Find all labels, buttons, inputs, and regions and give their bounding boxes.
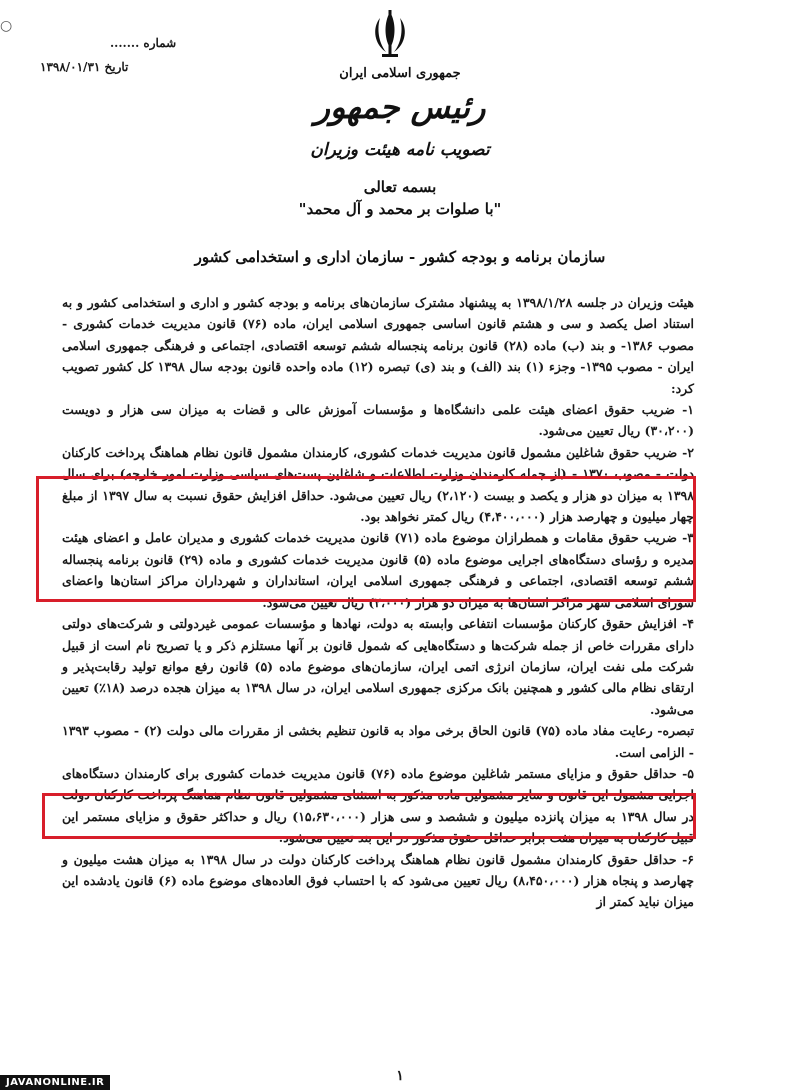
decree-body	[62, 292, 694, 913]
margin-mark: ○	[0, 18, 13, 34]
iran-emblem-icon	[362, 8, 418, 60]
bismillah: بسمه تعالی	[363, 178, 437, 196]
clause-4: ۴- افزایش حقوق کارکنان مؤسسات انتفاعی وابسته به دولت، نهادها و مؤسسات عمومی غیردولتی و شرکت‌های دولتی دارای مقررات خاص از جمله شرکت‌ها و دستگاه‌هایی که شمول قانون بر آنها مستلزم ذکر و یا تصریح نام است از قبیل شرکت ملی نفت ایران، سازمان انرژی اتمی ایران، سازمان‌های موضوع ماده (۵) قانون رفع موانع تولید رقابت‌پذیر و ارتقای نظام مالی کشور و همچنین بانک مرکزی جمهوری اسلامی ایران، در سال ۱۳۹۸ به میزان هجده درصد (۱۸٪) تعیین می‌شود.	[62, 616, 694, 717]
presidency-title: رئیس جمهور	[314, 88, 486, 126]
approval-title: تصویب نامه هیئت وزیران	[310, 140, 490, 160]
letter-number: شماره .......	[110, 36, 177, 50]
salawat: "با صلوات بر محمد و آل محمد"	[298, 200, 502, 218]
clause-4-note: تبصره- رعایت مفاد ماده (۷۵) قانون الحاق برخی مواد به قانون تنظیم بخشی از مقررات مالی دولت (۲) - مصوب ۱۳۹۳ - الزامی است.	[62, 723, 695, 760]
date-label: تاریخ	[104, 60, 129, 74]
country-name: جمهوری اسلامی ایران	[339, 66, 461, 81]
number-label: شماره	[143, 36, 177, 50]
clause-2: ۲- ضریب حقوق شاغلین مشمول قانون مدیریت خدمات کشوری، کارمندان مشمول قانون نظام هماهنگ پرداخت کارکنان دولت - مصوب ۱۳۷۰ - (از جمله کارمندان وزارت اطلاعات و شاغلین پست‌های سیاسی وزارت امور خارجه) برای سال ۱۳۹۸ به میزان دو هزار و یکصد و بیست (۲،۱۲۰) ریال تعیین می‌شود. حداقل افزایش حقوق نسبت به سال ۱۳۹۷ از مبلغ چهار میلیون و چهارصد هزار (۴،۴۰۰،۰۰۰) ریال کمتر نخواهد بود.	[62, 444, 694, 525]
preamble-paragraph: هیئت وزیران در جلسه ۱۳۹۸/۱/۲۸ به پیشنهاد مشترک سازمان‌های برنامه و بودجه کشور و اداری و استخدامی کشور و به استناد اصل یکصد و سی و هشتم قانون اساسی جمهوری اسلامی ایران، ماده (۷۶) قانون مدیریت خدمات کشوری - مصوب ۱۳۸۶- و بند (ب) ماده (۲۸) قانون برنامه پنجساله ششم توسعه اقتصادی، اجتماعی و فرهنگی جمهوری اسلامی ایران - مصوب ۱۳۹۵- وجزء (۱) بند (الف) و بند (ی) تبصره (۱۲) ماده واحده قانون بودجه سال ۱۳۹۸ کل کشور تصویب کرد:	[62, 295, 694, 396]
date-value: ۱۳۹۸/۰۱/۳۱	[40, 60, 101, 74]
page-number: ۱	[396, 1068, 404, 1084]
addressee: سازمان برنامه و بودجه کشور - سازمان اداری و استخدامی کشور	[194, 248, 606, 266]
clause-3: ۳- ضریب حقوق مقامات و همطرازان موضوع ماده (۷۱) قانون مدیریت خدمات کشوری و مدیران عامل و اعضای هیئت مدیره و رؤسای دستگاه‌های اجرایی موضوع ماده (۵) قانون مدیریت خدمات کشوری و ماده (۲۹) قانون برنامه پنجساله ششم توسعه اقتصادی، اجتماعی و فرهنگی جمهوری اسلامی ایران، استانداران و شهرداران مراکز استان‌ها واعضای شورای اسلامی شهر مراکز استان‌ها به میزان دو هزار (۲،۰۰۰) ریال تعیین می‌شود.	[62, 530, 694, 610]
clause-6: ۶- حداقل حقوق کارمندان مشمول قانون نظام هماهنگ پرداخت کارکنان دولت در سال ۱۳۹۸ به میزان هشت میلیون و چهارصد و پنجاه هزار (۸،۴۵۰،۰۰۰) ریال تعیین می‌شود که با احتساب فوق العاده‌های موضوع ماده (۶) قانون یادشده این میزان نباید کمتر از	[62, 851, 695, 910]
clause-5: ۵- حداقل حقوق و مزایای مستمر شاغلین موضوع ماده (۷۶) قانون مدیریت خدمات کشوری برای کارمندان دستگاه‌های اجرایی مشمول این قانون و سایر مشمولین ماده مذکور به استثنای مشمولین قانون نظام هماهنگ پرداخت کارکنان دولت در سال ۱۳۹۸ به میزان پانزده میلیون و ششصد و سی هزار (۱۵،۶۳۰،۰۰۰) ریال و حداکثر حقوق و مزایای مستمر این قبیل کارکنان به میزان هفت برابر حداقل حقوق مذکور در این بند تعیین می‌شود.	[62, 765, 694, 846]
clause-1: ۱- ضریب حقوق اعضای هیئت علمی دانشگاه‌ها و مؤسسات آموزش عالی و قضات به میزان سی هزار و دویست (۳۰،۲۰۰) ریال تعیین می‌شود.	[62, 402, 694, 439]
site-watermark: JAVANONLINE.IR	[0, 1075, 110, 1090]
